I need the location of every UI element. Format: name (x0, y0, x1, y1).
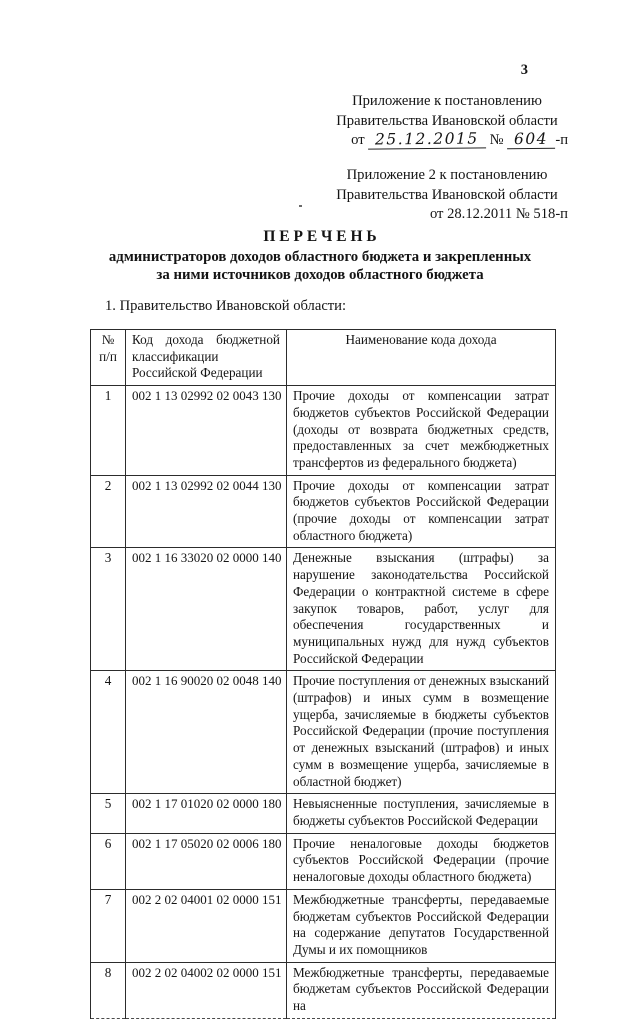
appendix-1-suffix: -п (555, 132, 568, 148)
appendix-2-line3: от 28.12.2011 № 518-п (429, 206, 568, 222)
appendix-1-date-line (326, 131, 568, 151)
page-number: 3 (520, 62, 528, 78)
row-name: Прочие поступления от денежных взысканий (штрафов) и иных сумм в возмещение ущерба, зачисляемые в бюджеты субъектов Российской Федерации (прочие поступления от денежных взысканий (штрафов) и иных сумм в возмещение ущерба, зачисляемые в областной бюджет) (287, 671, 556, 794)
row-code: 002 1 13 02992 02 0043 130 (126, 386, 287, 476)
column-header-name: Наименование кода дохода (287, 330, 556, 386)
row-name: Прочие доходы от компенсации затрат бюджетов субъектов Российской Федерации (доходы от возврата бюджетных средств, предоставленных за счет межбюджетных трансфертов из федерального бюджета) (287, 386, 556, 476)
document-subtitle-line1: администраторов доходов областного бюджета и закрепленных (108, 248, 532, 265)
row-number: 8 (91, 962, 126, 1018)
table-row (91, 794, 556, 833)
appendix-1-number-handwritten: 604 (507, 132, 555, 150)
appendix-2-line1: Приложение 2 к постановлению (346, 167, 548, 183)
appendix-2-line2: Правительства Ивановской области (336, 186, 558, 203)
table-row (91, 889, 556, 962)
appendix-1-date-handwritten: 25.12.2015 (368, 131, 486, 149)
row-number: 7 (91, 889, 126, 962)
table-row (91, 475, 556, 548)
row-name: Межбюджетные трансферты, передаваемые бюджетам субъектов Российской Федерации на содержание депутатов Государственной Думы и их помощников (287, 889, 556, 962)
appendix-1-line2: Правительства Ивановской области (336, 112, 558, 129)
appendix-2-block (326, 166, 568, 225)
row-name: Прочие доходы от компенсации затрат бюджетов субъектов Российской Федерации (прочие доходы от компенсации затрат областного бюджета) (287, 475, 556, 548)
income-codes-table (90, 329, 556, 1019)
row-name: Денежные взыскания (штрафы) за нарушение законодательства Российской Федерации о контрактной системе в сфере закупок товаров, работ, услуг для обеспечения государственных и муниципальных нужд для нужд субъектов Российской Федерации (287, 548, 556, 671)
row-name: Невыясненные поступления, зачисляемые в бюджеты субъектов Российской Федерации (287, 794, 556, 833)
table-row (91, 671, 556, 794)
table-row (91, 962, 556, 1018)
row-number: 2 (91, 475, 126, 548)
row-code: 002 1 17 05020 02 0006 180 (126, 833, 287, 889)
row-number: 5 (91, 794, 126, 833)
row-code: 002 1 13 02992 02 0044 130 (126, 475, 287, 548)
row-code: 002 2 02 04002 02 0000 151 (126, 962, 287, 1018)
section-heading: 1. Правительство Ивановской области: (105, 298, 347, 314)
row-number: 6 (91, 833, 126, 889)
document-title: П Е Р Е Ч Е Н Ь (263, 228, 377, 245)
row-code: 002 1 16 33020 02 0000 140 (126, 548, 287, 671)
table-row (91, 386, 556, 476)
document-title-block (62, 228, 578, 285)
row-number: 3 (91, 548, 126, 671)
appendix-1-block (326, 92, 568, 151)
row-code: 002 1 17 01020 02 0000 180 (126, 794, 287, 833)
appendix-1-line1: Приложение к постановлению (352, 93, 542, 109)
row-number: 4 (91, 671, 126, 794)
row-number: 1 (91, 386, 126, 476)
income-table-body (91, 386, 556, 1019)
row-name: Прочие неналоговые доходы бюджетов субъектов Российской Федерации (прочие неналоговые доходы областного бюджета) (287, 833, 556, 889)
table-row (91, 548, 556, 671)
row-name: Межбюджетные трансферты, передаваемые бюджетам субъектов Российской Федерации на (287, 962, 556, 1018)
document-subtitle-line2: за ними источников доходов областного бюджета (156, 267, 484, 283)
scan-artifact-dot (299, 205, 302, 207)
table-row (91, 833, 556, 889)
column-header-number: № п/п (91, 330, 126, 386)
row-code: 002 1 16 90020 02 0048 140 (126, 671, 287, 794)
appendix-1-from-label: от (351, 132, 365, 148)
row-code: 002 2 02 04001 02 0000 151 (126, 889, 287, 962)
column-header-code: Код дохода бюджетной классификации Российской Федерации (126, 330, 287, 386)
appendix-1-no-label: № (489, 132, 504, 148)
table-header-row (91, 330, 556, 386)
